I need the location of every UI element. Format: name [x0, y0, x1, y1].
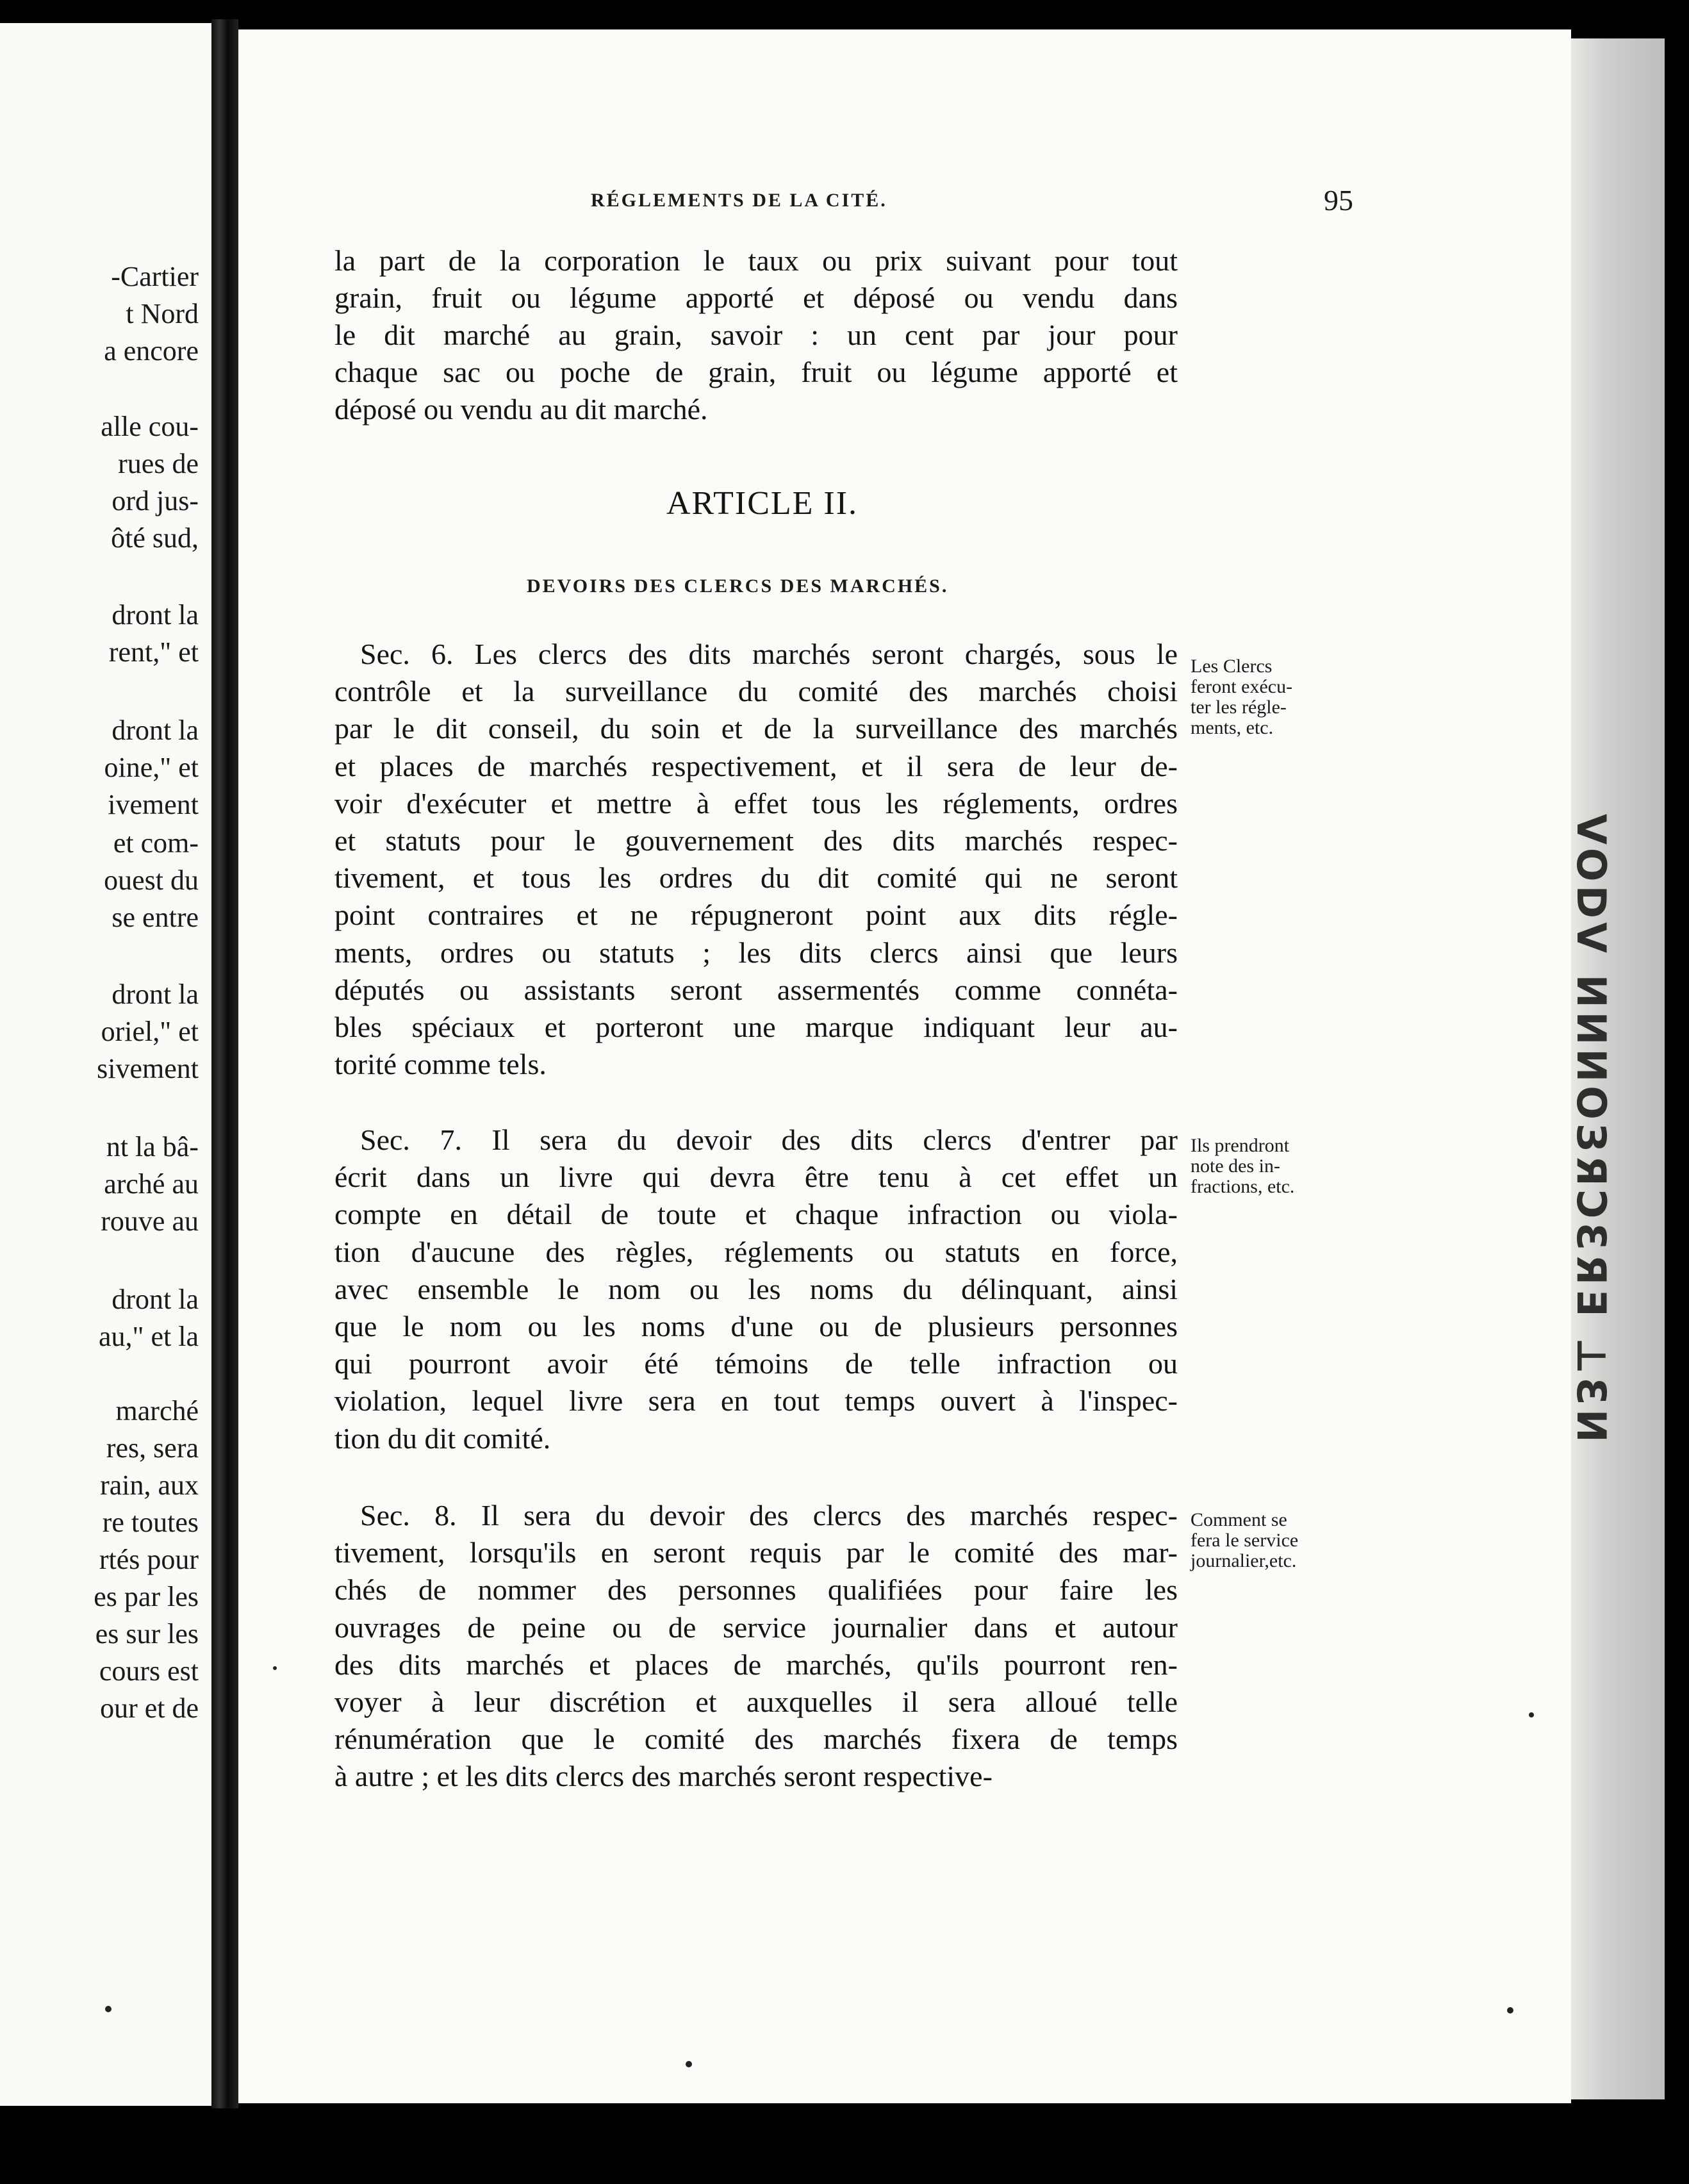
facing-page-line: ord jus- — [111, 485, 199, 517]
page-number: 95 — [1324, 184, 1353, 217]
margin-note-line: note des in- — [1191, 1155, 1280, 1177]
facing-page-line: a encore — [104, 335, 199, 367]
article-subtitle: DEVOIRS DES CLERCS DES MARCHÉS. — [527, 575, 949, 597]
body-line: point contraires et ne répugneront point aux dits régle- — [334, 898, 1178, 931]
facing-page-line: dront la — [111, 979, 199, 1010]
facing-page-line: -Cartier — [111, 261, 199, 292]
margin-note — [1191, 1136, 1357, 1197]
body-line: par le dit conseil, du soin et de la surveillance des marchés — [334, 712, 1178, 745]
facing-page-line: oriel," et — [101, 1016, 199, 1047]
body-line: chaque sac ou poche de grain, fruit ou légume apporté et — [334, 356, 1178, 388]
article-title: ARTICLE II. — [666, 485, 859, 522]
facing-page-line: arché au — [104, 1168, 199, 1200]
facing-page-line: rues de — [118, 448, 199, 479]
margin-note-line: ments, etc. — [1191, 717, 1274, 738]
body-line: violation, lequel livre sera en tout temps ouvert à l'inspec- — [334, 1384, 1178, 1417]
speck — [1507, 2007, 1513, 2014]
facing-page-line: et com- — [113, 827, 199, 859]
body-line: rénumération que le comité des marchés fixera de temps — [334, 1723, 1178, 1755]
body-line: tivement, lorsqu'ils en seront requis par le comité des mar- — [334, 1536, 1178, 1569]
speck — [686, 2061, 692, 2067]
facing-page-line: dront la — [111, 599, 199, 631]
body-line: à autre ; et les dits clercs des marchés seront respective- — [334, 1760, 993, 1792]
margin-note-line: Ils prendront — [1191, 1135, 1290, 1156]
facing-page — [0, 23, 211, 2106]
margin-note-line: feront exécu- — [1191, 676, 1293, 697]
facing-page-line: es par les — [94, 1581, 199, 1612]
facing-page-line: cours est — [99, 1655, 199, 1687]
margin-note-line: journalier,etc. — [1191, 1550, 1297, 1571]
body-line: voir d'exécuter et mettre à effet tous les réglements, ordres — [334, 787, 1178, 820]
facing-page-line: nt la bâ- — [106, 1131, 199, 1162]
running-head: RÉGLEMENTS DE LA CITÉ. — [591, 190, 887, 211]
facing-page-line: re toutes — [102, 1507, 199, 1538]
body-line: que le nom ou les noms d'une ou de plusieurs personnes — [334, 1310, 1178, 1343]
facing-page-line: au," et la — [99, 1321, 199, 1352]
margin-note-line: ter les régle- — [1191, 697, 1287, 718]
body-line: et statuts pour le gouvernement des dits marchés respec- — [334, 824, 1178, 857]
facing-page-line: res, sera — [106, 1432, 199, 1464]
body-line: tivement, et tous les ordres du dit comité qui ne seront — [334, 861, 1178, 894]
body-line: ments, ordres ou statuts ; les dits clercs ainsi que leurs — [334, 936, 1178, 969]
body-line: déposé ou vendu au dit marché. — [334, 393, 708, 426]
section-first-line: Sec. 6. Les clercs des dits marchés seront chargés, sous le — [360, 638, 1178, 670]
margin-note — [1191, 1510, 1357, 1571]
body-line: avec ensemble le nom ou les noms du délinquant, ainsi — [334, 1273, 1178, 1305]
body-line: le dit marché au grain, savoir : un cent par jour pour — [334, 318, 1178, 351]
speck — [105, 2006, 111, 2012]
facing-page-line: ivement — [108, 789, 199, 820]
facing-page-line: oine," et — [104, 752, 199, 783]
body-line: tion du dit comité. — [334, 1422, 551, 1455]
speck — [1529, 1712, 1534, 1717]
edge-bleed-text: VODV ИИИОЗЯƆƐЯƎ ⊥ƐИ — [1568, 814, 1615, 1446]
speck — [273, 1666, 277, 1670]
facing-page-line: es sur les — [95, 1618, 199, 1650]
body-line: tion d'aucune des règles, réglements ou statuts en force, — [334, 1236, 1178, 1268]
facing-page-line: alle cou- — [101, 411, 199, 442]
facing-page-line: sivement — [97, 1053, 199, 1084]
body-line: chés de nommer des personnes qualifiées pour faire les — [334, 1573, 1178, 1606]
body-line: écrit dans un livre qui devra être tenu à cet effet un — [334, 1161, 1178, 1193]
margin-note-line: fera le service — [1191, 1530, 1299, 1551]
facing-page-line: dront la — [111, 1284, 199, 1315]
facing-page-line: rouve au — [101, 1205, 199, 1237]
body-line: et places de marchés respectivement, et il sera de leur de- — [334, 750, 1178, 782]
book-gutter — [211, 19, 238, 2108]
body-line: compte en détail de toute et chaque infraction ou viola- — [334, 1198, 1178, 1230]
facing-page-line: our et de — [100, 1692, 199, 1724]
body-line: bles spéciaux et porteront une marque indiquant leur au- — [334, 1011, 1178, 1043]
margin-note — [1191, 656, 1357, 738]
facing-page-line: dront la — [111, 715, 199, 746]
facing-page-line: se entre — [111, 902, 199, 933]
body-line: ouvrages de peine ou de service journalier dans et autour — [334, 1611, 1178, 1644]
section-first-line: Sec. 8. Il sera du devoir des clercs des marchés respec- — [360, 1499, 1178, 1532]
facing-page-line: t Nord — [126, 298, 199, 329]
facing-page-line: ouest du — [104, 864, 199, 896]
body-line: voyer à leur discrétion et auxquelles il sera alloué telle — [334, 1685, 1178, 1718]
facing-page-line: rain, aux — [100, 1469, 199, 1501]
body-line: la part de la corporation le taux ou prix suivant pour tout — [334, 244, 1178, 277]
body-line: qui pourront avoir été témoins de telle infraction ou — [334, 1347, 1178, 1380]
facing-page-line: rent," et — [108, 636, 199, 668]
section-first-line: Sec. 7. Il sera du devoir des dits clercs d'entrer par — [360, 1123, 1178, 1156]
margin-note-line: Comment se — [1191, 1509, 1287, 1530]
facing-page-line: rtés pour — [99, 1544, 199, 1575]
body-line: torité comme tels. — [334, 1048, 547, 1080]
margin-note-line: Les Clercs — [1191, 656, 1273, 677]
margin-note-line: fractions, etc. — [1191, 1176, 1295, 1197]
facing-page-line: ôté sud, — [111, 522, 199, 554]
body-line: des dits marchés et places de marchés, qu'ils pourront ren- — [334, 1648, 1178, 1681]
facing-page-line: marché — [115, 1395, 199, 1427]
body-line: grain, fruit ou légume apporté et déposé ou vendu dans — [334, 281, 1178, 314]
body-line: députés ou assistants seront assermentés comme connéta- — [334, 973, 1178, 1006]
body-line: contrôle et la surveillance du comité des marchés choisi — [334, 675, 1178, 707]
